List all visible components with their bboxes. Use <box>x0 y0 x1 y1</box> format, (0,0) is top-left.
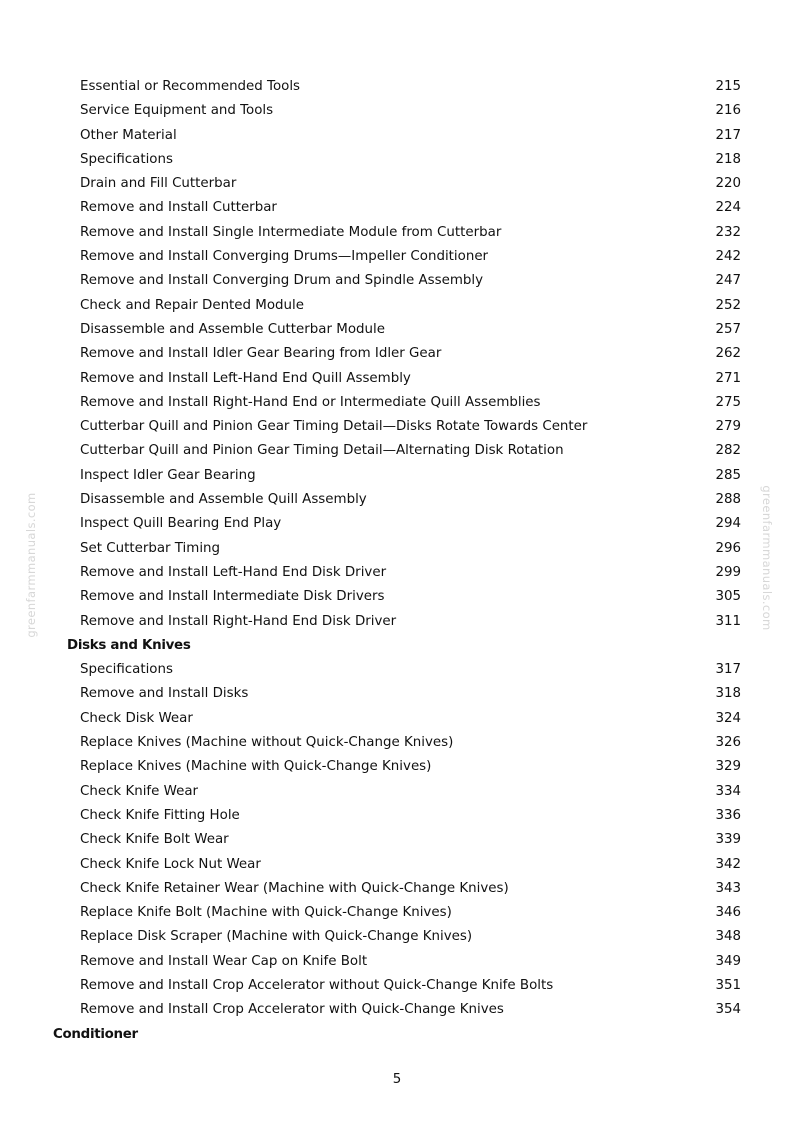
toc-entry-page-number[interactable]: 242 <box>715 249 741 265</box>
toc-entry[interactable] <box>0 658 794 682</box>
toc-entry[interactable] <box>0 780 794 804</box>
table-of-contents <box>0 75 794 1047</box>
toc-entry-page-number[interactable]: 288 <box>715 492 741 508</box>
toc-entry-page-number[interactable]: 311 <box>715 613 741 629</box>
toc-entry[interactable] <box>0 610 794 634</box>
toc-entry[interactable] <box>0 755 794 779</box>
toc-entry[interactable] <box>0 148 794 172</box>
toc-entry[interactable] <box>0 124 794 148</box>
toc-entry-page-number[interactable]: 326 <box>715 735 741 751</box>
toc-entry[interactable] <box>0 512 794 536</box>
toc-entry-title[interactable]: Set Cutterbar Timing <box>80 540 221 556</box>
toc-entry-page-number[interactable]: 339 <box>715 832 741 848</box>
toc-entry-page-number[interactable]: 354 <box>715 1002 741 1018</box>
toc-entry[interactable] <box>0 828 794 852</box>
toc-entry-page-number[interactable]: 224 <box>715 200 741 216</box>
toc-entry-page-number[interactable]: 305 <box>715 589 741 605</box>
toc-entry-title[interactable]: Drain and Fill Cutterbar <box>80 176 237 192</box>
toc-entry-title[interactable]: Inspect Idler Gear Bearing <box>80 467 256 483</box>
toc-entry[interactable] <box>0 367 794 391</box>
toc-entry-title[interactable]: Essential or Recommended Tools <box>80 79 301 94</box>
toc-entry-title[interactable]: Specifications <box>80 151 173 167</box>
toc-entry-title[interactable]: Remove and Install Left-Hand End Disk Driver <box>80 564 387 580</box>
toc-entry[interactable] <box>0 75 794 99</box>
toc-entry-title[interactable]: Inspect Quill Bearing End Play <box>80 516 282 532</box>
toc-entry-page-number[interactable]: 317 <box>715 662 741 678</box>
toc-entry[interactable] <box>0 99 794 123</box>
toc-entry-title[interactable]: Disassemble and Assemble Quill Assembly <box>80 492 367 508</box>
toc-entry-page-number[interactable]: 346 <box>715 905 741 921</box>
toc-entry[interactable] <box>0 342 794 366</box>
toc-entry-title[interactable]: Remove and Install Intermediate Disk Drivers <box>80 589 385 605</box>
toc-entry-title[interactable]: Remove and Install Converging Drum and Spindle Assembly <box>80 273 484 289</box>
toc-entry-title[interactable]: Remove and Install Right-Hand End or Intermediate Quill Assemblies <box>80 394 541 410</box>
toc-entry-title[interactable]: Remove and Install Right-Hand End Disk Driver <box>80 613 397 629</box>
toc-section-title[interactable]: Disks and Knives <box>67 637 191 653</box>
toc-entry-page-number[interactable]: 336 <box>715 807 741 823</box>
toc-entry-title[interactable]: Cutterbar Quill and Pinion Gear Timing Detail—Alternating Disk Rotation <box>80 443 564 459</box>
toc-entry-page-number[interactable]: 247 <box>715 273 741 289</box>
toc-entry-title[interactable]: Replace Knives (Machine with Quick-Change Knives) <box>80 759 432 775</box>
toc-entry-title[interactable]: Remove and Install Crop Accelerator with Quick-Change Knives <box>80 1002 504 1018</box>
toc-entry-title[interactable]: Remove and Install Left-Hand End Quill Assembly <box>80 370 411 386</box>
toc-section-heading[interactable] <box>0 634 794 658</box>
toc-entry-page-number[interactable]: 351 <box>715 977 741 993</box>
toc-entry[interactable] <box>0 439 794 463</box>
toc-entry-page-number[interactable]: 285 <box>715 467 741 483</box>
toc-entry[interactable] <box>0 925 794 949</box>
toc-entry-page-number[interactable]: 282 <box>715 443 741 459</box>
toc-entry[interactable] <box>0 415 794 439</box>
toc-entry[interactable] <box>0 901 794 925</box>
toc-entry-page-number[interactable]: 217 <box>715 127 741 143</box>
toc-entry-title[interactable]: Specifications <box>80 662 173 678</box>
toc-entry-title[interactable]: Remove and Install Converging Drums—Impeller Conditioner <box>80 249 489 265</box>
toc-entry[interactable] <box>0 877 794 901</box>
toc-entry[interactable] <box>0 245 794 269</box>
toc-entry-title[interactable]: Disassemble and Assemble Cutterbar Module <box>80 321 385 337</box>
toc-entry-page-number[interactable]: 232 <box>715 224 741 240</box>
toc-entry-page-number[interactable]: 348 <box>715 929 741 945</box>
toc-entry-page-number[interactable]: 257 <box>715 321 741 337</box>
toc-entry-title[interactable]: Check Knife Lock Nut Wear <box>80 856 261 872</box>
toc-entry[interactable] <box>0 731 794 755</box>
toc-section-heading[interactable] <box>0 1023 794 1047</box>
toc-entry-title[interactable]: Check Knife Retainer Wear (Machine with Quick-Change Knives) <box>80 880 509 896</box>
toc-entry-page-number[interactable]: 279 <box>715 419 741 435</box>
toc-entry-page-number[interactable]: 334 <box>715 783 741 799</box>
toc-entry[interactable] <box>0 172 794 196</box>
toc-entry[interactable] <box>0 269 794 293</box>
toc-entry-title[interactable]: Remove and Install Cutterbar <box>80 200 277 216</box>
toc-entry-title[interactable]: Replace Knives (Machine without Quick-Change Knives) <box>80 735 454 751</box>
toc-entry-page-number[interactable]: 275 <box>715 394 741 410</box>
toc-entry-title[interactable]: Cutterbar Quill and Pinion Gear Timing Detail—Disks Rotate Towards Center <box>80 419 588 435</box>
toc-entry-page-number[interactable]: 271 <box>715 370 741 386</box>
toc-entry-page-number[interactable]: 329 <box>715 759 741 775</box>
toc-entry-page-number[interactable]: 220 <box>715 176 741 192</box>
toc-entry-title[interactable]: Remove and Install Wear Cap on Knife Bolt <box>80 953 368 969</box>
toc-entry[interactable] <box>0 391 794 415</box>
toc-entry[interactable] <box>0 585 794 609</box>
toc-entry[interactable] <box>0 221 794 245</box>
toc-entry[interactable] <box>0 974 794 998</box>
toc-section-title[interactable]: Conditioner <box>53 1026 138 1042</box>
toc-entry[interactable] <box>0 804 794 828</box>
toc-entry[interactable] <box>0 853 794 877</box>
toc-entry-page-number[interactable]: 342 <box>715 856 741 872</box>
toc-entry-title[interactable]: Remove and Install Crop Accelerator without Quick-Change Knife Bolts <box>80 977 554 993</box>
toc-entry-title[interactable]: Remove and Install Idler Gear Bearing from Idler Gear <box>80 346 442 362</box>
toc-entry-page-number[interactable]: 343 <box>715 880 741 896</box>
toc-entry-title[interactable]: Check Knife Bolt Wear <box>80 832 229 848</box>
toc-entry-page-number[interactable]: 299 <box>715 564 741 580</box>
watermark-left: greenfarmmanuals.com <box>24 492 38 638</box>
toc-entry-title[interactable]: Remove and Install Disks <box>80 686 249 702</box>
toc-entry-page-number[interactable]: 296 <box>715 540 741 556</box>
toc-entry-page-number[interactable]: 262 <box>715 346 741 362</box>
toc-entry[interactable] <box>0 950 794 974</box>
toc-entry-title[interactable]: Check and Repair Dented Module <box>80 297 304 313</box>
toc-entry-title[interactable]: Service Equipment and Tools <box>80 103 274 119</box>
toc-entry-page-number[interactable]: 216 <box>715 103 741 119</box>
toc-entry[interactable] <box>0 537 794 561</box>
toc-entry[interactable] <box>0 464 794 488</box>
toc-entry[interactable] <box>0 561 794 585</box>
toc-entry-title[interactable]: Check Knife Wear <box>80 783 199 799</box>
toc-entry[interactable] <box>0 707 794 731</box>
toc-entry-title[interactable]: Remove and Install Single Intermediate Module from Cutterbar <box>80 224 502 240</box>
toc-entry-page-number[interactable]: 318 <box>715 686 741 702</box>
toc-entry-title[interactable]: Check Knife Fitting Hole <box>80 807 240 823</box>
toc-entry-page-number[interactable]: 215 <box>715 79 741 94</box>
watermark-right: greenfarmmanuals.com <box>760 485 774 631</box>
toc-entry[interactable] <box>0 294 794 318</box>
toc-entry[interactable] <box>0 998 794 1022</box>
toc-entry-page-number[interactable]: 349 <box>715 953 741 969</box>
toc-entry-page-number[interactable]: 218 <box>715 151 741 167</box>
toc-entry-page-number[interactable]: 252 <box>715 297 741 313</box>
toc-entry-page-number[interactable]: 324 <box>715 710 741 726</box>
toc-entry-title[interactable]: Replace Disk Scraper (Machine with Quick-Change Knives) <box>80 929 473 945</box>
toc-entry[interactable] <box>0 682 794 706</box>
toc-entry-title[interactable]: Check Disk Wear <box>80 710 193 726</box>
toc-entry[interactable] <box>0 318 794 342</box>
toc-entry[interactable] <box>0 196 794 220</box>
toc-entry-title[interactable]: Other Material <box>80 127 177 143</box>
toc-entry[interactable] <box>0 488 794 512</box>
toc-entry-title[interactable]: Replace Knife Bolt (Machine with Quick-Change Knives) <box>80 905 452 921</box>
toc-entry-page-number[interactable]: 294 <box>715 516 741 532</box>
page-number: 5 <box>392 1072 402 1087</box>
